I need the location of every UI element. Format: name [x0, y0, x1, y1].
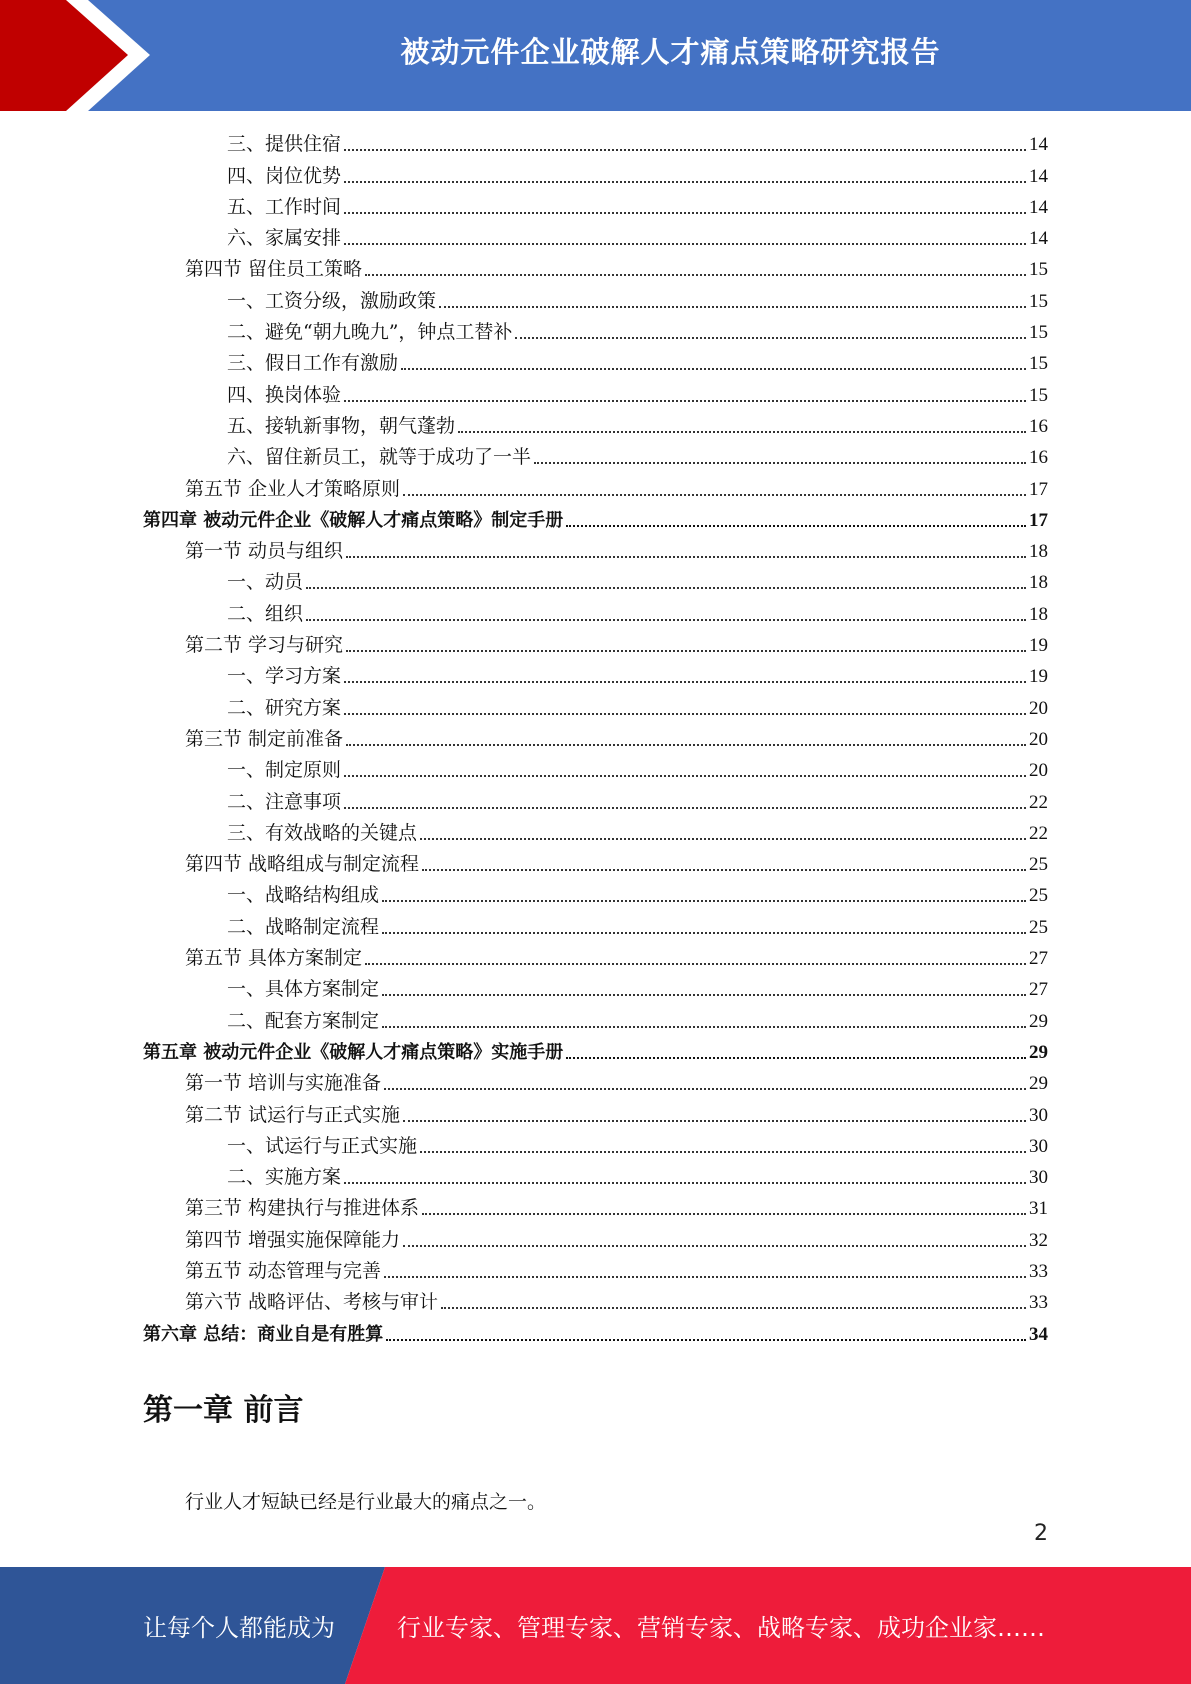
toc-entry[interactable] [143, 1285, 1048, 1316]
toc-entry-title: 第三节 构建执行与推进体系 [185, 1197, 420, 1220]
toc-entry-title: 第二节 试运行与正式实施 [185, 1103, 401, 1126]
toc-entry[interactable] [143, 972, 1048, 1003]
toc-entry-title: 第四节 战略组成与制定流程 [185, 853, 420, 876]
toc-entry-title: 二、配套方案制定 [227, 1009, 380, 1032]
toc-dot-leader [534, 460, 1026, 464]
toc-dot-leader [422, 1211, 1026, 1215]
toc-entry-page: 25 [1029, 854, 1048, 876]
toc-entry[interactable] [143, 1160, 1048, 1191]
toc-dot-leader [515, 335, 1026, 339]
toc-entry[interactable] [143, 127, 1048, 158]
toc-entry[interactable] [143, 628, 1048, 659]
toc-entry[interactable] [143, 878, 1048, 909]
toc-dot-leader [382, 1024, 1026, 1028]
toc-entry-title: 一、战略结构组成 [227, 884, 380, 907]
toc-entry-page: 27 [1029, 948, 1048, 970]
toc-dot-leader [346, 648, 1026, 652]
toc-entry-page: 30 [1029, 1135, 1048, 1157]
toc-entry-title: 第四节 留住员工策略 [185, 258, 363, 281]
toc-entry-title: 二、研究方案 [227, 696, 342, 719]
toc-entry-page: 20 [1029, 697, 1048, 719]
toc-entry[interactable] [143, 659, 1048, 690]
page-header [0, 0, 1191, 111]
toc-dot-leader [306, 585, 1026, 589]
toc-entry-title: 四、换岗体验 [227, 383, 342, 406]
toc-entry-page: 19 [1029, 635, 1048, 657]
toc-entry-title: 第六节 战略评估、考核与审计 [185, 1291, 439, 1314]
page-number: 2 [1034, 1521, 1048, 1546]
toc-dot-leader [344, 773, 1026, 777]
header-title: 被动元件企业破解人才痛点策略研究报告 [400, 34, 941, 69]
toc-entry-page: 17 [1029, 478, 1048, 500]
toc-entry-page: 30 [1029, 1167, 1048, 1189]
toc-dot-leader [403, 1118, 1026, 1122]
toc-entry-page: 29 [1029, 1073, 1048, 1095]
toc-dot-leader [346, 742, 1026, 746]
toc-entry-title: 第四章 被动元件企业《破解人才痛点策略》制定手册 [143, 509, 564, 531]
body-paragraph: 行业人才短缺已经是行业最大的痛点之一。 [185, 1491, 547, 1513]
toc-entry-title: 第一节 动员与组织 [185, 540, 344, 563]
toc-entry[interactable] [143, 565, 1048, 596]
toc-entry-page: 15 [1029, 322, 1048, 344]
toc-entry-page: 25 [1029, 885, 1048, 907]
toc-entry[interactable] [143, 377, 1048, 408]
toc-entry-title: 一、动员 [227, 571, 304, 594]
toc-entry-page: 34 [1029, 1323, 1048, 1345]
toc-entry[interactable] [143, 158, 1048, 189]
toc-entry-page: 33 [1029, 1292, 1048, 1314]
toc-entry-page: 15 [1029, 290, 1048, 312]
toc-entry[interactable] [143, 1035, 1048, 1066]
toc-entry-title: 三、假日工作有激励 [227, 352, 399, 375]
toc-dot-leader [458, 429, 1026, 433]
toc-dot-leader [439, 304, 1026, 308]
toc-dot-leader [420, 836, 1026, 840]
toc-entry[interactable] [143, 816, 1048, 847]
toc-dot-leader [566, 1055, 1026, 1059]
toc-dot-leader [344, 210, 1026, 214]
toc-entry-title: 一、具体方案制定 [227, 978, 380, 1001]
toc-entry-page: 18 [1029, 541, 1048, 563]
toc-entry-title: 第五节 具体方案制定 [185, 947, 363, 970]
toc-dot-leader [403, 492, 1026, 496]
toc-entry[interactable] [143, 753, 1048, 784]
toc-entry-page: 15 [1029, 384, 1048, 406]
toc-entry-title: 第一节 培训与实施准备 [185, 1072, 382, 1095]
toc-dot-leader [403, 1243, 1026, 1247]
toc-dot-leader [382, 898, 1026, 902]
toc-dot-leader [384, 1086, 1026, 1090]
toc-entry-page: 16 [1029, 415, 1048, 437]
page-footer [0, 1567, 1191, 1684]
toc-entry[interactable] [143, 1097, 1048, 1128]
toc-entry[interactable] [143, 1222, 1048, 1253]
toc-entry-title: 三、提供住宿 [227, 133, 342, 156]
toc-entry-title: 第五节 动态管理与完善 [185, 1259, 382, 1282]
toc-entry[interactable] [143, 909, 1048, 940]
toc-entry-page: 30 [1029, 1104, 1048, 1126]
toc-entry[interactable] [143, 221, 1048, 252]
toc-dot-leader [401, 366, 1026, 370]
header-chevron-graphic [0, 0, 160, 111]
toc-entry-title: 六、家属安排 [227, 227, 342, 250]
toc-entry[interactable] [143, 503, 1048, 534]
toc-entry[interactable] [143, 440, 1048, 471]
toc-dot-leader [422, 867, 1026, 871]
toc-entry-page: 29 [1029, 1041, 1048, 1063]
toc-entry-title: 五、接轨新事物，朝气蓬勃 [227, 414, 456, 437]
toc-dot-leader [420, 1149, 1026, 1153]
toc-entry-title: 第三节 制定前准备 [185, 727, 344, 750]
toc-entry[interactable] [143, 690, 1048, 721]
toc-dot-leader [344, 147, 1026, 151]
toc-entry-page: 20 [1029, 760, 1048, 782]
toc-entry-title: 第二节 学习与研究 [185, 634, 344, 657]
toc-entry-page: 14 [1029, 134, 1048, 156]
toc-entry[interactable] [143, 283, 1048, 314]
toc-dot-leader [384, 1274, 1026, 1278]
toc-entry-page: 14 [1029, 228, 1048, 250]
toc-entry-page: 15 [1029, 259, 1048, 281]
toc-entry[interactable] [143, 1254, 1048, 1285]
toc-dot-leader [441, 1305, 1026, 1309]
toc-entry-title: 二、注意事项 [227, 790, 342, 813]
toc-entry-page: 14 [1029, 196, 1048, 218]
toc-dot-leader [306, 617, 1026, 621]
toc-entry-page: 33 [1029, 1260, 1048, 1282]
toc-entry-title: 第六章 总结：商业自是有胜算 [143, 1323, 384, 1345]
toc-entry[interactable] [143, 1003, 1048, 1034]
toc-entry-page: 22 [1029, 791, 1048, 813]
table-of-contents [143, 127, 1048, 1348]
toc-entry[interactable] [143, 315, 1048, 346]
toc-dot-leader [344, 241, 1026, 245]
toc-dot-leader [344, 805, 1026, 809]
toc-entry[interactable] [143, 1066, 1048, 1097]
toc-entry-title: 二、避免“朝九晚九”，钟点工替补 [227, 321, 513, 344]
toc-entry-page: 15 [1029, 353, 1048, 375]
toc-entry-title: 四、岗位优势 [227, 164, 342, 187]
toc-entry[interactable] [143, 346, 1048, 377]
toc-entry-page: 18 [1029, 572, 1048, 594]
toc-entry-title: 五、工作时间 [227, 195, 342, 218]
toc-entry[interactable] [143, 252, 1048, 283]
toc-entry-title: 二、组织 [227, 602, 304, 625]
toc-entry-page: 32 [1029, 1229, 1048, 1251]
toc-entry-page: 22 [1029, 822, 1048, 844]
toc-entry[interactable] [143, 847, 1048, 878]
toc-entry-page: 18 [1029, 603, 1048, 625]
toc-entry[interactable] [143, 722, 1048, 753]
toc-entry-page: 25 [1029, 916, 1048, 938]
toc-entry-title: 一、制定原则 [227, 759, 342, 782]
chapter-heading: 第一章 前言 [143, 1393, 304, 1428]
toc-entry-page: 16 [1029, 447, 1048, 469]
toc-entry[interactable] [143, 784, 1048, 815]
toc-dot-leader [344, 679, 1026, 683]
toc-entry[interactable] [143, 1316, 1048, 1347]
toc-entry-title: 一、学习方案 [227, 665, 342, 688]
toc-entry-title: 一、工资分级，激励政策 [227, 289, 437, 312]
toc-entry[interactable] [143, 409, 1048, 440]
toc-entry[interactable] [143, 1129, 1048, 1160]
toc-entry[interactable] [143, 534, 1048, 565]
toc-entry-page: 31 [1029, 1198, 1048, 1220]
toc-dot-leader [344, 398, 1026, 402]
toc-entry-title: 第五章 被动元件企业《破解人才痛点策略》实施手册 [143, 1041, 564, 1063]
toc-entry[interactable] [143, 190, 1048, 221]
toc-dot-leader [365, 961, 1026, 965]
toc-dot-leader [344, 711, 1026, 715]
toc-entry-page: 20 [1029, 728, 1048, 750]
toc-dot-leader [566, 523, 1026, 527]
footer-slogan-right: 行业专家、管理专家、营销专家、战略专家、成功企业家…… [397, 1614, 1045, 1642]
toc-entry[interactable] [143, 1191, 1048, 1222]
footer-slogan-left: 让每个人都能成为 [143, 1614, 335, 1642]
toc-entry-title: 二、实施方案 [227, 1166, 342, 1189]
toc-entry-title: 六、留住新员工，就等于成功了一半 [227, 446, 532, 469]
toc-entry-page: 29 [1029, 1010, 1048, 1032]
toc-dot-leader [386, 1337, 1026, 1341]
toc-entry-title: 第四节 增强实施保障能力 [185, 1228, 401, 1251]
toc-entry[interactable] [143, 596, 1048, 627]
toc-entry-page: 17 [1029, 509, 1048, 531]
toc-entry-page: 27 [1029, 979, 1048, 1001]
toc-entry-title: 第五节 企业人才策略原则 [185, 477, 401, 500]
toc-entry-title: 一、试运行与正式实施 [227, 1134, 418, 1157]
toc-entry-title: 三、有效战略的关键点 [227, 821, 418, 844]
toc-entry-page: 19 [1029, 666, 1048, 688]
toc-entry-page: 14 [1029, 165, 1048, 187]
toc-entry[interactable] [143, 941, 1048, 972]
toc-dot-leader [344, 1180, 1026, 1184]
toc-dot-leader [346, 554, 1026, 558]
toc-dot-leader [382, 992, 1026, 996]
toc-entry[interactable] [143, 471, 1048, 502]
toc-dot-leader [344, 179, 1026, 183]
toc-dot-leader [382, 930, 1026, 934]
toc-entry-title: 二、战略制定流程 [227, 915, 380, 938]
toc-dot-leader [365, 272, 1026, 276]
